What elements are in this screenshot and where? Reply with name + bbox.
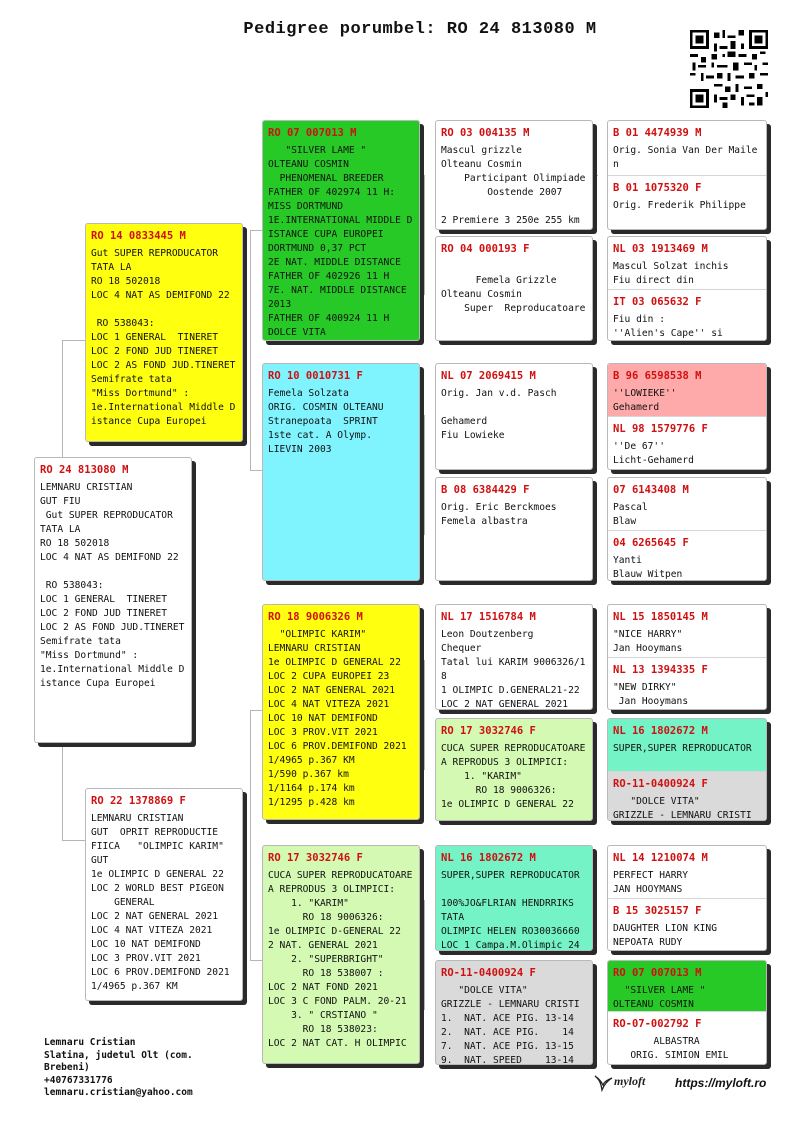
gen4-ring: RO 07 007013 M: [613, 967, 702, 979]
gen4-details: Orig. Sonia Van Der Mailen: [613, 145, 758, 170]
gen3-details: Mascul grizzle Olteanu Cosmin Participant Olimpiade Oostende 2007 2 Premiere 3 250e 255 km: [441, 145, 586, 226]
gen3-card: [435, 604, 593, 710]
connector-line: [424, 660, 425, 770]
gen3-details: "DOLCE VITA" GRIZZLE - LEMNARU CRISTI 1. NAT. ACE PIG. 13-14 2. NAT. ACE PIG. 14 7. NAT. ACE PIG. 13-15 9. NAT. SPEED 13-14: [441, 985, 580, 1064]
sire-ring: RO 14 0833445 M: [91, 230, 186, 242]
connector-line: [424, 415, 425, 535]
gen4-ring: B 15 3025157 F: [613, 905, 702, 917]
gen3-details: Femela Grizzle Olteanu Cosmin Super Reproducatoare: [441, 275, 586, 314]
gen4-ring: IT 03 065632 F: [613, 296, 702, 308]
gen4-card-pair: [607, 236, 767, 341]
connector-line: [424, 175, 425, 295]
gen4-card-pair: [607, 477, 767, 581]
myloft-logo: myloft: [614, 1074, 646, 1088]
subject-pigeon-card: [34, 457, 192, 743]
gen3-ring: NL 16 1802672 M: [441, 852, 536, 864]
gen4-card-pair: [607, 120, 767, 230]
gen3-card: [435, 718, 593, 821]
gen4-ring: B 01 1075320 F: [613, 182, 702, 194]
sire-sire-card: [262, 120, 420, 341]
gen4-card-pair: [607, 363, 767, 470]
website-link[interactable]: https://myloft.ro: [675, 1076, 767, 1090]
connector-line: [62, 340, 63, 458]
gen4-ring: 04 6265645 F: [613, 537, 689, 549]
gen4-details: Pascal Blaw: [613, 502, 648, 527]
connector-line: [62, 340, 86, 341]
gen3-ring: B 08 6384429 F: [441, 484, 530, 496]
dam-dam-details: CUCA SUPER REPRODUCATOARE A REPRODUS 3 OLIMPICI: 1. "KARIM" RO 18 9006326: 1e OLIMPIC D-GENERAL 22 2 NAT. GENERAL 2021 2. "SUPERBRIGHT" RO 18 538007 : LOC 2 NAT FOND 2021 LOC 3 C FOND PALM. 20-21 3. " CRSTIANO " RO 18 538023: LOC 2 NAT CAT. H OLIMPIC: [268, 870, 413, 1049]
gen4-ring: B 96 6598538 M: [613, 370, 702, 382]
gen3-card: [435, 363, 593, 470]
gen4-details: ALBASTRA ORIG. SIMION EMIL: [630, 1036, 729, 1061]
gen4-details: DAUGHTER LION KING NEPOATA RUDY: [613, 923, 717, 948]
gen3-card: [435, 960, 593, 1065]
dam-card: [85, 788, 243, 1001]
breeder-contact: Lemnaru Cristian Slatina, judetul Olt (com. Brebeni) +40767331776 lemnaru.cristian@yahoo.com: [44, 1037, 193, 1098]
connector-line: [250, 710, 251, 960]
qr-code: [690, 30, 768, 108]
gen4-details: "DOLCE VITA" GRIZZLE - LEMNARU CRISTI: [613, 796, 752, 820]
gen3-ring: RO-11-0400924 F: [441, 967, 536, 979]
gen4-ring: RO-07-002792 F: [613, 1018, 702, 1030]
gen4-details: Fiu din : ''Alien's Cape'' si: [613, 314, 723, 339]
gen4-details: "NICE HARRY" Jan Hooymans: [613, 629, 683, 654]
gen4-ring: B 01 4474939 M: [613, 127, 702, 139]
connector-line: [250, 960, 262, 961]
connector-line: [250, 470, 262, 471]
gen4-ring: NL 15 1850145 M: [613, 611, 708, 623]
gen4-ring: NL 03 1913469 M: [613, 243, 708, 255]
gen4-details: ''De 67'' Licht-Gehamerd: [613, 441, 694, 466]
gen4-details: Mascul Solzat inchis Fiu direct din: [613, 261, 729, 286]
gen4-ring: NL 98 1579776 F: [613, 423, 708, 435]
gen4-card-pair: [607, 604, 767, 710]
gen3-ring: NL 07 2069415 M: [441, 370, 536, 382]
gen3-details: CUCA SUPER REPRODUCATOARE A REPRODUS 3 OLIMPICI: 1. "KARIM" RO 18 9006326: 1e OLIMPIC D GENERAL 22: [441, 743, 586, 810]
subject-ring: RO 24 813080 M: [40, 464, 129, 476]
gen3-details: Orig. Jan v.d. Pasch Gehamerd Fiu Lowieke: [441, 388, 557, 441]
gen4-ring: RO-11-0400924 F: [613, 778, 708, 790]
sire-details: Gut SUPER REPRODUCATOR TATA LA RO 18 502018 LOC 4 NAT AS DEMIFOND 22 RO 538043: LOC 1 GENERAL TINERET LOC 2 FOND JUD TINERET LOC 2 AS FOND JUD.TINERET Semifrate tata "Miss Dortmund" : 1e.International Middle Distance Cupa Europei: [91, 248, 236, 427]
gen3-card: [435, 477, 593, 581]
sire-card: [85, 223, 243, 442]
gen4-ring: NL 13 1394335 F: [613, 664, 708, 676]
subject-details: LEMNARU CRISTIAN GUT FIU Gut SUPER REPRODUCATOR TATA LA RO 18 502018 LOC 4 NAT AS DEMIFOND 22 RO 538043: LOC 1 GENERAL TINERET LOC 2 FOND JUD TINERET LOC 2 AS FOND JUD.TINERET Semifrate tata "Miss Dortmund" : 1e.International Middle Distance Cupa Europei: [40, 482, 185, 689]
sire-dam-ring: RO 10 0010731 F: [268, 370, 363, 382]
gen3-ring: RO 17 3032746 F: [441, 725, 536, 737]
gen4-details: ''LOWIEKE'' Gehamerd: [613, 388, 677, 413]
gen4-details: Orig. Frederik Philippe: [613, 200, 746, 211]
gen4-card-pair: [607, 845, 767, 951]
sire-dam-card: [262, 363, 420, 581]
gen4-details: SUPER,SUPER REPRODUCATOR: [613, 743, 752, 754]
sire-sire-details: "SILVER LAME " OLTEANU COSMIN PHENOMENAL BREEDER FATHER OF 402974 11 H: MISS DORTMUND 1E.INTERNATIONAL MIDDLE DISTANCE CUPA EUROPEI DORTMUND 0,37 PCT 2E NAT. MIDDLE DISTANCE FATHER OF 402926 11 H 7E. NAT. MIDDLE DISTANCE 2013 FATHER OF 400924 11 H DOLCE VITA: [268, 145, 413, 338]
dam-dam-ring: RO 17 3032746 F: [268, 852, 363, 864]
connector-line: [424, 900, 425, 1010]
connector-line: [250, 230, 262, 231]
gen4-details: PERFECT HARRY JAN HOOYMANS: [613, 870, 689, 895]
dam-details: LEMNARU CRISTIAN GUT OPRIT REPRODUCTIE FIICA "OLIMPIC KARIM" GUT 1e OLIMPIC D GENERAL 22 LOC 2 WORLD BEST PIGEON GENERAL LOC 2 NAT GENERAL 2021 LOC 4 NAT VITEZA 2021 LOC 10 NAT DEMIFOND LOC 3 PROV.VIT 2021 LOC 6 PROV.DEMIFOND 2021 1/4965 p.367 KM: [91, 813, 230, 992]
gen4-details: "SILVER LAME " OLTEANU COSMIN: [613, 985, 706, 1010]
gen4-card-pair: [607, 718, 767, 821]
gen3-card: [435, 236, 593, 341]
gen3-details: Leon Doutzenberg Chequer Tatal lui KARIM 9006326/18 1 OLIMPIC D.GENERAL21-22 LOC 2 NAT GENERAL 2021: [441, 629, 586, 709]
dam-ring: RO 22 1378869 F: [91, 795, 186, 807]
sire-sire-ring: RO 07 007013 M: [268, 127, 357, 139]
gen4-ring: 07 6143408 M: [613, 484, 689, 496]
connector-line: [250, 230, 251, 470]
connector-line: [62, 745, 63, 840]
page-title: Pedigree porumbel: RO 24 813080 M: [243, 20, 597, 39]
gen3-details: SUPER,SUPER REPRODUCATOR 100%JO&FLRIAN HENDRRIKS TATA OLIMPIC HELEN RO30036660 LOC 1 Campa.M.Olimpic 24: [441, 870, 580, 950]
gen3-ring: RO 04 000193 F: [441, 243, 530, 255]
gen4-ring: NL 16 1802672 M: [613, 725, 708, 737]
gen3-card: [435, 845, 593, 951]
dam-sire-card: [262, 604, 420, 820]
connector-line: [597, 175, 598, 176]
gen3-card: [435, 120, 593, 230]
dam-sire-details: "OLIMPIC KARIM" LEMNARU CRISTIAN 1e OLIMPIC D GENERAL 22 LOC 2 CUPA EUROPEI 23 LOC 2 NAT GENERAL 2021 LOC 4 NAT VITEZA 2021 LOC 10 NAT DEMIFOND LOC 3 PROV.VIT 2021 LOC 6 PROV.DEMIFOND 2021 1/4965 p.367 KM 1/590 p.367 km 1/1164 p.174 km 1/1295 p.428 km: [268, 629, 407, 808]
dam-sire-ring: RO 18 9006326 M: [268, 611, 363, 623]
gen3-ring: NL 17 1516784 M: [441, 611, 536, 623]
gen3-details: Orig. Eric Berckmoes Femela albastra: [441, 502, 557, 527]
bird-logo-icon: [592, 1072, 614, 1094]
sire-dam-details: Femela Solzata ORIG. COSMIN OLTEANU Stranepoata SPRINT 1ste cat. A Olymp. LIEVIN 2003: [268, 388, 384, 455]
gen4-card-pair: [607, 960, 767, 1065]
gen4-details: Yanti Blauw Witpen: [613, 555, 683, 580]
connector-line: [250, 710, 262, 711]
dam-dam-card: [262, 845, 420, 1064]
gen3-ring: RO 03 004135 M: [441, 127, 530, 139]
connector-line: [62, 840, 86, 841]
gen4-details: "NEW DIRKY" Jan Hooymans: [613, 682, 689, 707]
gen4-ring: NL 14 1210074 M: [613, 852, 708, 864]
